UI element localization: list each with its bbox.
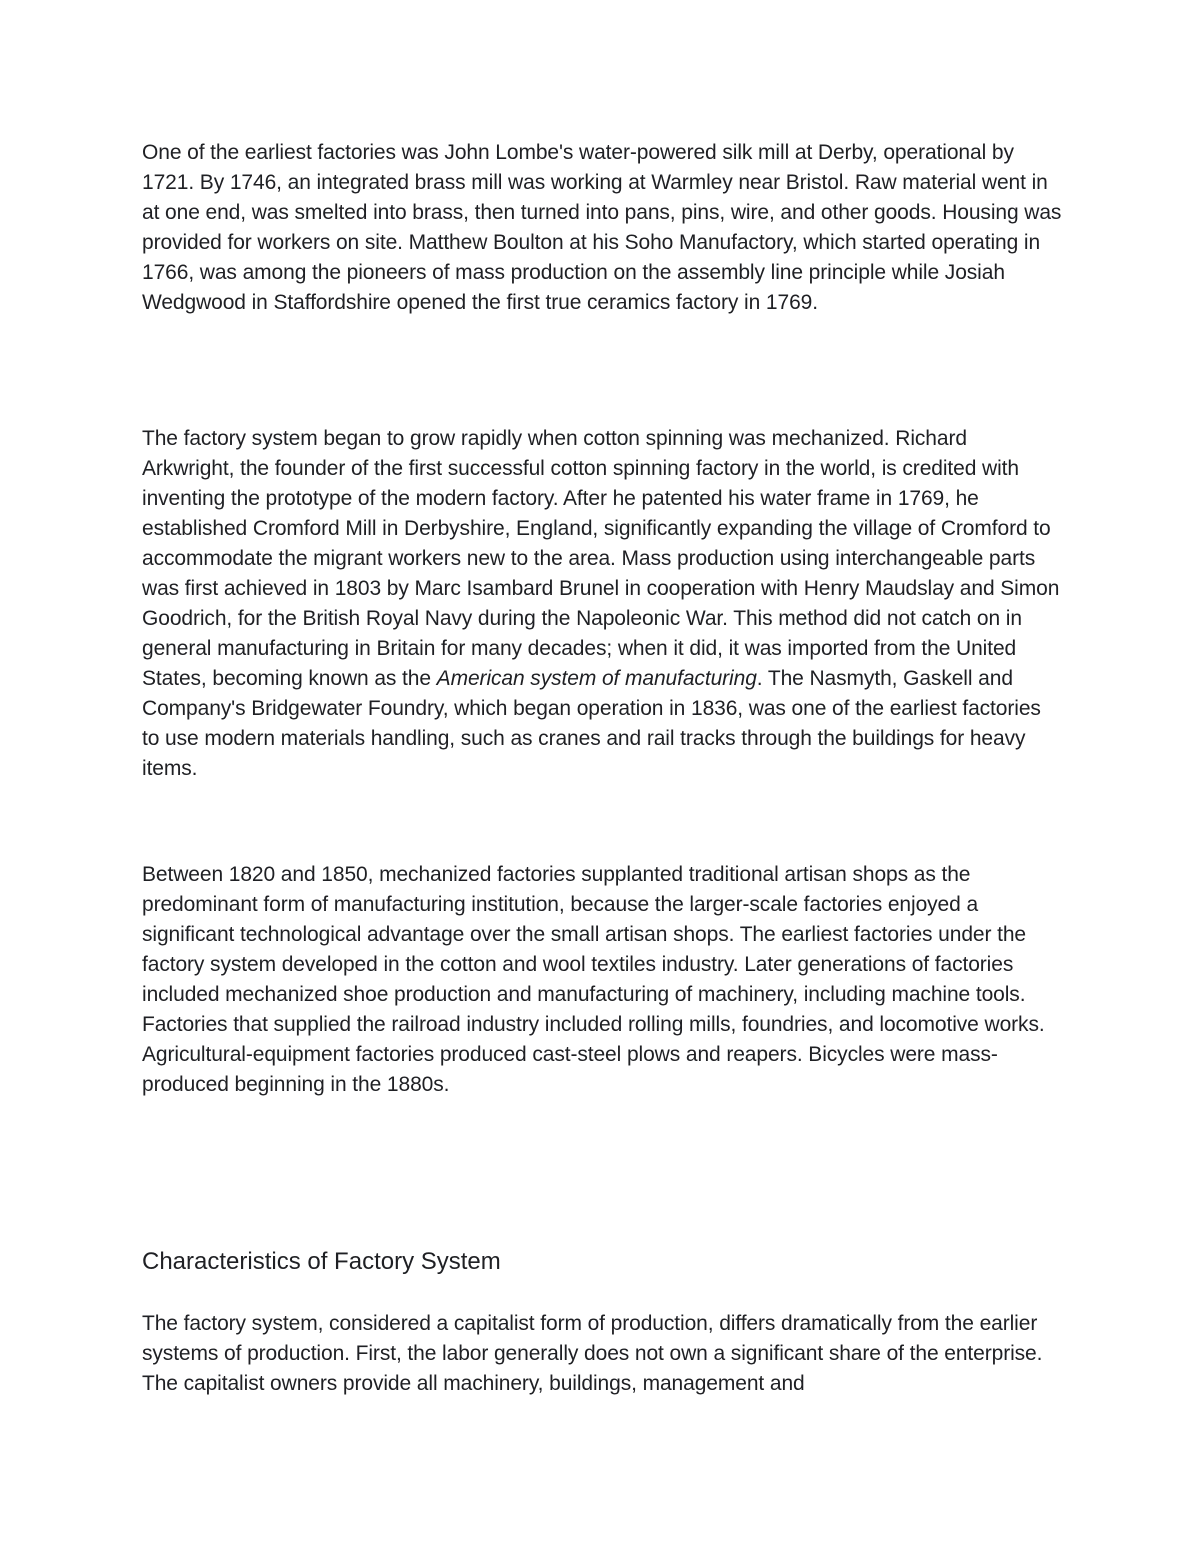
paragraph-characteristics: The factory system, considered a capitalist form of production, differs dramatically from the earlier systems of production. First, the labor generally does not own a significant share of the enterprise. The capitalist owners provide all machinery, buildings, management and bbox=[142, 1312, 1043, 1395]
italic-term: American system of manufacturing bbox=[436, 667, 757, 690]
paragraph-mechanized-factories: Between 1820 and 1850, mechanized factories supplanted traditional artisan shops as the predominant form of manufacturing institution, because the larger-scale factories enjoyed a significant technological advantage over the small artisan shops. The earliest factories under the factory system developed in the cotton and wool textiles industry. Later generations of factories included mechanized shoe production and manufacturing of machinery, including machine tools. Factories that supplied the railroad industry included rolling mills, foundries, and locomotive works. Agricultural-equipment factories produced cast-steel plows and reapers. Bicycles were mass-produced beginning in the 1880s. bbox=[142, 863, 1045, 1096]
paragraph-text: . The Nasmyth, Gaskell and Company's Bridgewater Foundry, which began operation in 1836, was one of the earliest factories to use modern materials handling, such as cranes and rail tracks through the buildings for heavy items. bbox=[142, 667, 1041, 780]
paragraph-text: The factory system began to grow rapidly when cotton spinning was mechanized. Richard Arkwright, the founder of the first successful cotton spinning factory in the world, is credited with inventing the prototype of the modern factory. After he patented his water frame in 1769, he established Cromford Mill in Derbyshire, England, significantly expanding the village of Cromford to accommodate the migrant workers new to the area. Mass production using interchangeable parts was first achieved in 1803 by Marc Isambard Brunel in cooperation with Henry Maudslay and Simon Goodrich, for the British Royal Navy during the Napoleonic War. This method did not catch on in general manufacturing in Britain for many decades; when it did, it was imported from the United States, becoming known as the bbox=[142, 427, 1060, 690]
paragraph-factory-system-growth bbox=[142, 424, 1062, 784]
paragraph-earliest-factories: One of the earliest factories was John Lombe's water-powered silk mill at Derby, operational by 1721. By 1746, an integrated brass mill was working at Warmley near Bristol. Raw material went in at one end, was smelted into brass, then turned into pans, pins, wire, and other goods. Housing was provided for workers on site. Matthew Boulton at his Soho Manufactory, which started operating in 1766, was among the pioneers of mass production on the assembly line principle while Josiah Wedgwood in Staffordshire opened the first true ceramics factory in 1769. bbox=[142, 141, 1062, 314]
section-heading: Characteristics of Factory System bbox=[142, 1248, 501, 1275]
